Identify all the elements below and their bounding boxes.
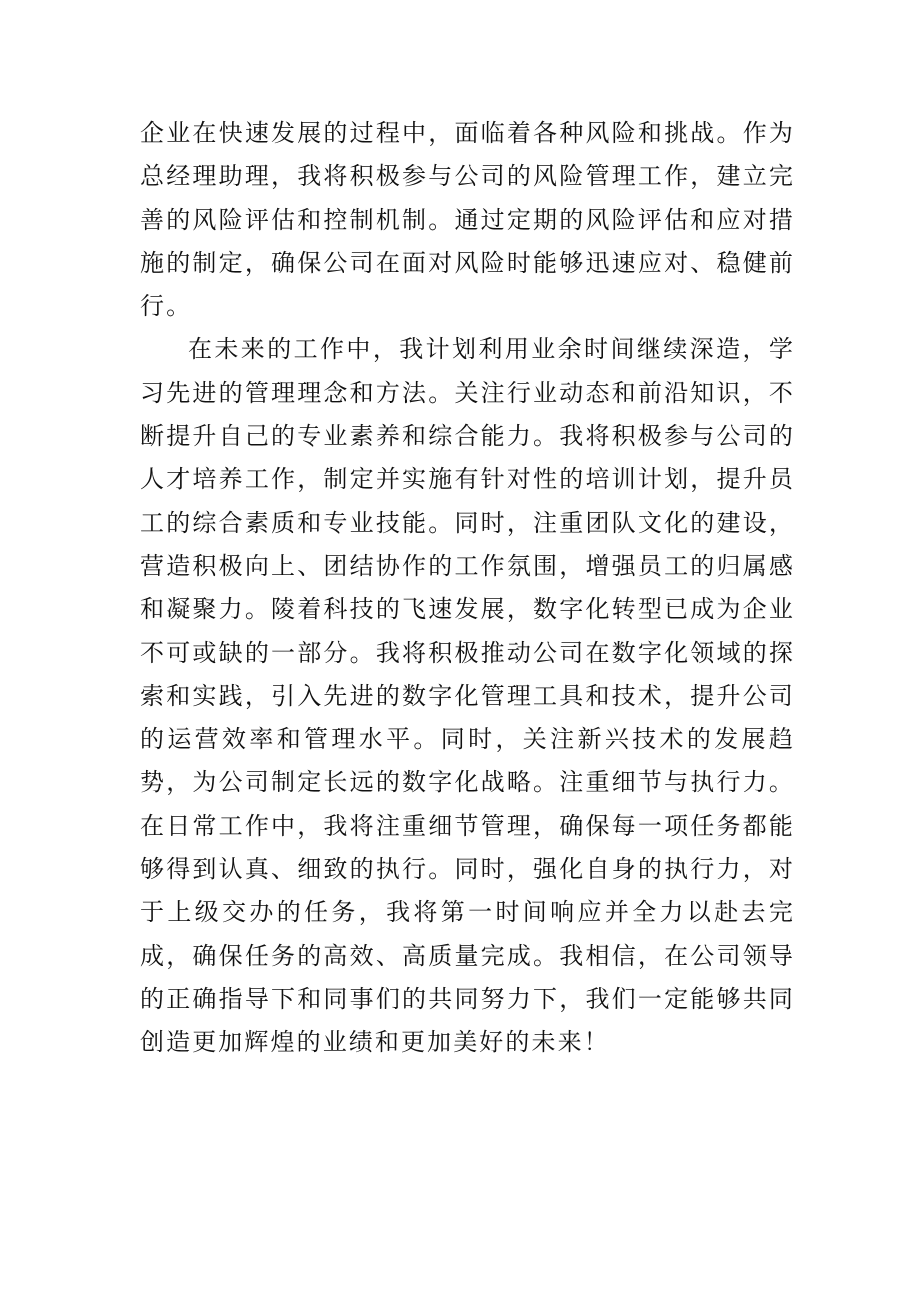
document-body (140, 112, 795, 1065)
paragraph-future-plan: 在未来的工作中，我计划利用业余时间继续深造，学习先进的管理理念和方法。关注行业动态和前沿知识，不断提升自己的专业素养和综合能力。我将积极参与公司的人才培养工作，制定并实施有针对性的培训计划，提升员工的综合素质和专业技能。同时，注重团队文化的建设，营造积极向上、团结协作的工作氛围，增强员工的归属感和凝聚力。陵着科技的飞速发展，数字化转型已成为企业不可或缺的一部分。我将积极推动公司在数字化领域的探索和实践，引入先进的数字化管理工具和技术，提升公司的运营效率和管理水平。同时，关注新兴技术的发展趋势，为公司制定长远的数字化战略。注重细节与执行力。在日常工作中，我将注重细节管理，确保每一项任务都能够得到认真、细致的执行。同时，强化自身的执行力，对于上级交办的任务，我将第一时间响应并全力以赴去完成，确保任务的高效、高质量完成。我相信，在公司领导的正确指导下和同事们的共同努力下，我们一定能够共同创造更加辉煌的业绩和更加美好的未来！ (140, 335, 795, 1057)
paragraph-risk-management: 企业在快速发展的过程中，面临着各种风险和挑战。作为总经理助理，我将积极参与公司的风险管理工作，建立完善的风险评估和控制机制。通过定期的风险评估和应对措施的制定，确保公司在面对风险时能够迅速应对、稳健前行。 (140, 119, 795, 321)
